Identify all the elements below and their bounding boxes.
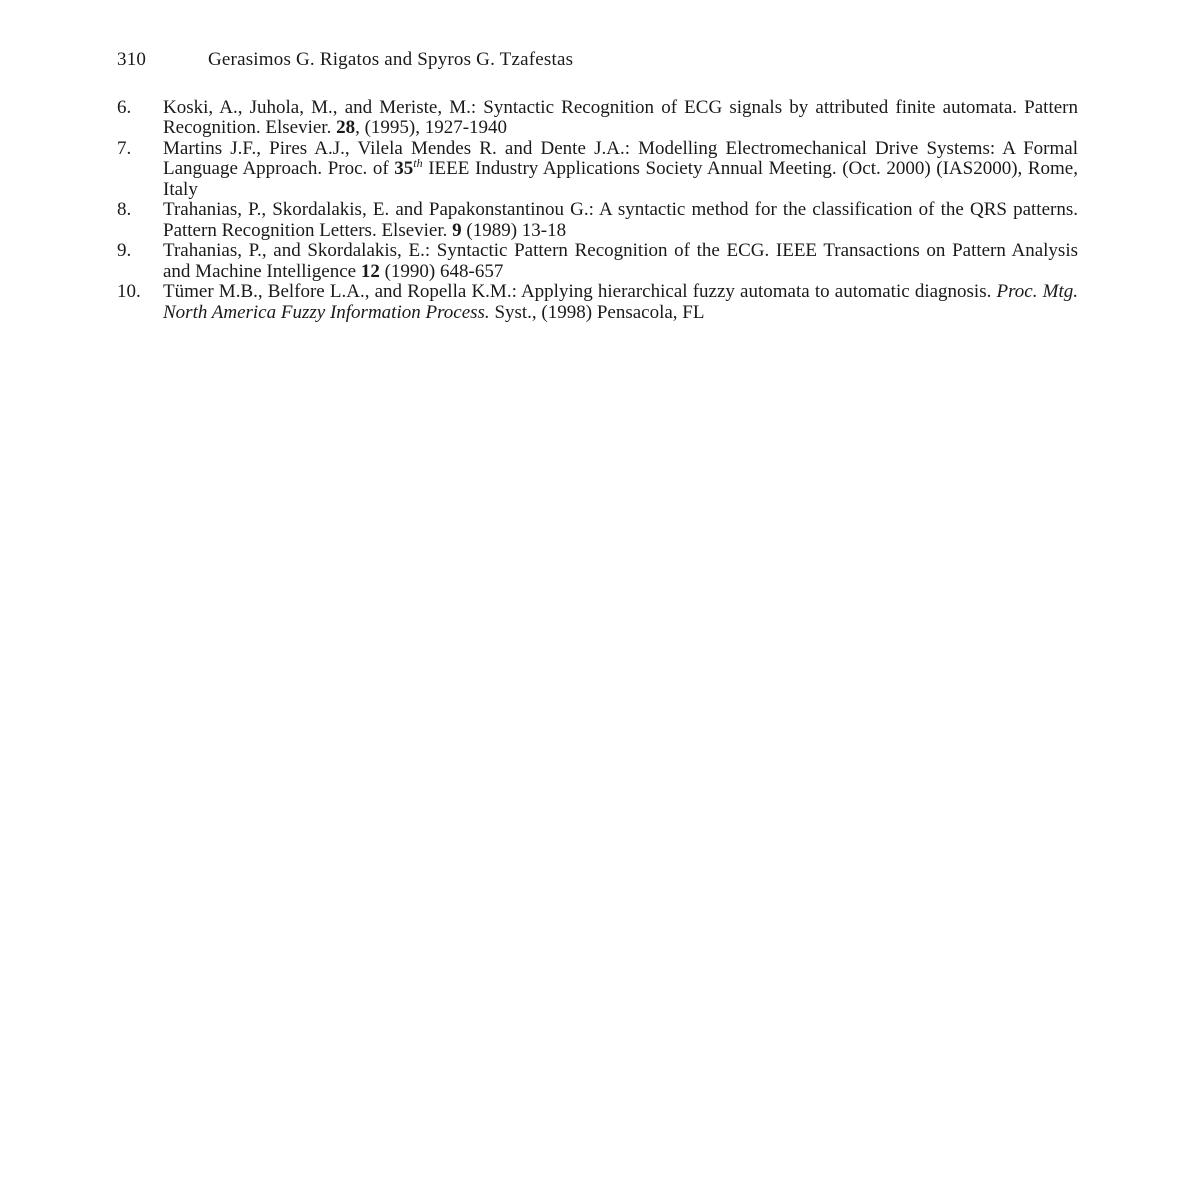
reference-number: 6.: [117, 97, 132, 118]
reference-text: [163, 97, 1078, 138]
reference-number: 9.: [117, 240, 132, 262]
reference-tail: , (1995), 1927-1940: [355, 117, 508, 139]
reference-item: [117, 200, 1078, 241]
reference-volume: 12: [360, 260, 380, 282]
running-head-authors: Gerasimos G. Rigatos and Spyros G. Tzafestas: [208, 49, 574, 70]
reference-text: [163, 281, 1078, 322]
reference-text: [163, 138, 1078, 200]
reference-tail: IEEE Industry Applications Society Annual Meeting. (Oct. 2000) (IAS2000), Rome, Italy: [163, 158, 1078, 200]
reference-volume: 28: [336, 117, 356, 139]
reference-body: Tümer M.B., Belfore L.A., and Ropella K.M.: Applying hierarchical fuzzy automata to automatic diagnosis.: [163, 281, 997, 303]
reference-body: Trahanias, P., Skordalakis, E. and Papakonstantinou G.: A syntactic method for the classification of the QRS patterns. Pattern Recognition Letters. Elsevier.: [163, 199, 1078, 241]
reference-tail: Syst., (1998) Pensacola, FL: [489, 301, 705, 323]
reference-tail: (1989) 13-18: [461, 219, 567, 241]
reference-item: [117, 139, 1078, 200]
reference-number: 8.: [117, 199, 132, 221]
reference-body: Trahanias, P., and Skordalakis, E.: Syntactic Pattern Recognition of the ECG. IEEE Transactions on Pattern Analysis and Machine Intelligence: [163, 240, 1078, 282]
reference-ordinal: 35: [394, 158, 414, 180]
reference-item: [117, 98, 1078, 139]
reference-ordinal-suffix: th: [413, 156, 423, 171]
reference-volume: 9: [452, 219, 462, 241]
reference-venue: Proc. Mtg. North America Fuzzy Information Process.: [163, 281, 1079, 323]
reference-tail: (1990) 648-657: [379, 260, 504, 282]
reference-item: [117, 241, 1078, 282]
reference-body: Koski, A., Juhola, M., and Meriste, M.: Syntactic Recognition of ECG signals by attributed finite automata. Pattern Recognition. Elsevier.: [163, 97, 1078, 139]
reference-body: Martins J.F., Pires A.J., Vilela Mendes R. and Dente J.A.: Modelling Electromechanical Drive Systems: A Formal Language Approach. Proc. of: [163, 137, 1078, 180]
reference-number: 10.: [117, 281, 141, 303]
reference-text: [163, 199, 1078, 240]
page-number: 310: [117, 49, 147, 70]
reference-number: 7.: [117, 137, 132, 159]
reference-text: [163, 240, 1078, 281]
reference-list: [117, 98, 1078, 323]
reference-item: [117, 282, 1078, 323]
running-head: [117, 49, 573, 71]
